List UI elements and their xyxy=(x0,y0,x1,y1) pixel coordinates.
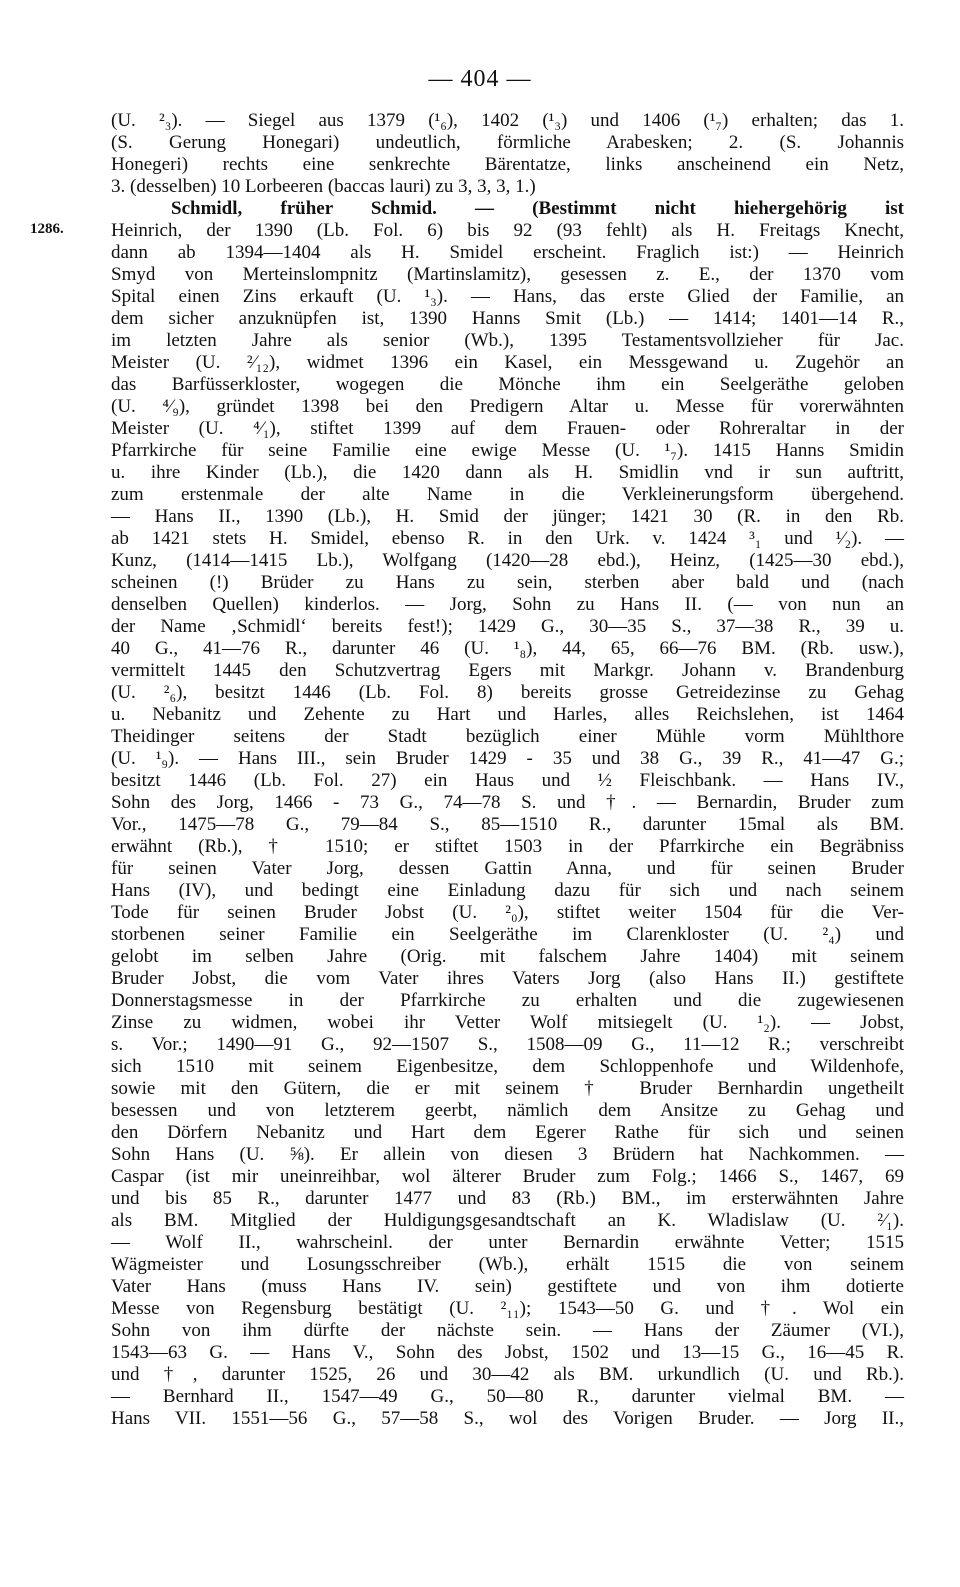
entry-heading-line: Schmidl, früher Schmid. — (Bestimmt nicht hiehergehörig ist xyxy=(171,198,904,219)
text-line: Pfarrkirche für seine Familie eine ewige Messe (U. ¹₇). 1415 Hanns Smidin xyxy=(111,440,904,461)
text-line: scheinen (!) Brüder zu Hans zu sein, sterben aber bald und (nach xyxy=(111,572,904,593)
text-line: im letzten Jahre als senior (Wb.), 1395 Testamentsvollzieher für Jac. xyxy=(111,330,904,351)
text-line: — Hans II., 1390 (Lb.), H. Smid der jünger; 1421 30 (R. in den Rb. xyxy=(111,506,904,527)
text-line: Sohn Hans (U. ⅝). Er allein von diesen 3 Brüdern hat Nachkommen. — xyxy=(111,1144,904,1165)
text-line: 1543—63 G. — Hans V., Sohn des Jobst, 1502 und 13—15 G., 16—45 R. xyxy=(111,1342,904,1363)
text-line: Hans (IV), und bedingt eine Einladung dazu für sich und nach seinem xyxy=(111,880,904,901)
text-line: zum erstenmale der alte Name in die Verkleinerungsform übergehend. xyxy=(111,484,904,505)
text-line: 40 G., 41—76 R., darunter 46 (U. ¹₈), 44, 65, 66—76 BM. (Rb. usw.), xyxy=(111,638,904,659)
text-line: Tode für seinen Bruder Jobst (U. ²₀), stiftet weiter 1504 für die Ver- xyxy=(111,902,904,923)
text-line: Honegeri) rechts eine senkrechte Bärentatze, links anscheinend ein Netz, xyxy=(111,154,904,175)
margin-entry-number: 1286. xyxy=(30,221,64,237)
text-line: den Dörfern Nebanitz und Hart dem Egerer Rathe für sich und seinen xyxy=(111,1122,904,1143)
text-line: Theidinger seitens der Stadt bezüglich einer Mühle vorm Mühlthore xyxy=(111,726,904,747)
text-line: Messe von Regensburg bestätigt (U. ²₁₁); 1543—50 G. und †. Wol ein xyxy=(111,1298,904,1319)
text-line: besessen und von letzterem geerbt, nämlich dem Ansitze zu Gehag und xyxy=(111,1100,904,1121)
text-line: erwähnt (Rb.), † 1510; er stiftet 1503 in der Pfarrkirche ein Begräbniss xyxy=(111,836,904,857)
text-line: Donnerstagsmesse in der Pfarrkirche zu erhalten und die zugewiesenen xyxy=(111,990,904,1011)
text-line: (U. ²₃). — Siegel aus 1379 (¹₆), 1402 (¹₃) und 1406 (¹₇) erhalten; das 1. xyxy=(111,110,904,131)
text-line: u. Nebanitz und Zehente zu Hart und Harles, alles Reichslehen, ist 1464 xyxy=(111,704,904,725)
text-line: Caspar (ist mir uneinreihbar, wol älterer Bruder zum Folg.; 1466 S., 1467, 69 xyxy=(111,1166,904,1187)
text-line: Spital einen Zins erkauft (U. ¹₃). — Hans, das erste Glied der Familie, an xyxy=(111,286,904,307)
text-line: — Wolf II., wahrscheinl. der unter Bernardin erwähnte Vetter; 1515 xyxy=(111,1232,904,1253)
text-line: dem sicher anzuknüpfen ist, 1390 Hanns Smit (Lb.) — 1414; 1401—14 R., xyxy=(111,308,904,329)
text-line: besitzt 1446 (Lb. Fol. 27) ein Haus und ½ Fleischbank. — Hans IV., xyxy=(111,770,904,791)
text-line: gelobt im selben Jahre (Orig. mit falschem Jahre 1404) mit seinem xyxy=(111,946,904,967)
text-line: und bis 85 R., darunter 1477 und 83 (Rb.) BM., im ersterwähnten Jahre xyxy=(111,1188,904,1209)
text-line: Vor., 1475—78 G., 79—84 S., 85—1510 R., darunter 15mal als BM. xyxy=(111,814,904,835)
text-line: der Name ‚Schmidl‘ bereits fest!); 1429 G., 30—35 S., 37—38 R., 39 u. xyxy=(111,616,904,637)
text-line: u. ihre Kinder (Lb.), die 1420 dann als H. Smidlin vnd ir sun auftritt, xyxy=(111,462,904,483)
text-line: Wägmeister und Losungsschreiber (Wb.), erhält 1515 die von seinem xyxy=(111,1254,904,1275)
text-line: (U. ²₆), besitzt 1446 (Lb. Fol. 8) bereits grosse Getreidezinse zu Gehag xyxy=(111,682,904,703)
text-line: Kunz, (1414—1415 Lb.), Wolfgang (1420—28 ebd.), Heinz, (1425—30 ebd.), xyxy=(111,550,904,571)
text-line: Sohn von ihm dürfte der nächste sein. — Hans der Zäumer (VI.), xyxy=(111,1320,904,1341)
body-text xyxy=(111,110,904,1430)
text-line: (U. ¹₉). — Hans III., sein Bruder 1429 - 35 und 38 G., 39 R., 41—47 G.; xyxy=(111,748,904,769)
text-line: (S. Gerung Honegari) undeutlich, förmliche Arabesken; 2. (S. Johannis xyxy=(111,132,904,153)
text-line: das Barfüsserkloster, wogegen die Mönche ihm ein Seelgeräthe geloben xyxy=(111,374,904,395)
text-line: Bruder Jobst, die vom Vater ihres Vaters Jorg (also Hans II.) gestiftete xyxy=(111,968,904,989)
text-line: denselben Quellen) kinderlos. — Jorg, Sohn zu Hans II. (— von nun an xyxy=(111,594,904,615)
text-line: vermittelt 1445 den Schutzvertrag Egers mit Markgr. Johann v. Brandenburg xyxy=(111,660,904,681)
text-line: für seinen Vater Jorg, dessen Gattin Anna, und für seinen Bruder xyxy=(111,858,904,879)
text-line: Vater Hans (muss Hans IV. sein) gestiftete und von ihm dotierte xyxy=(111,1276,904,1297)
text-line: Hans VII. 1551—56 G., 57—58 S., wol des Vorigen Bruder. — Jorg II., xyxy=(111,1408,904,1429)
text-line: ab 1421 stets H. Smidel, ebenso R. in den Urk. v. 1424 ³₁ und ¹⁄₂). — xyxy=(111,528,904,549)
text-line: Smyd von Merteinslompnitz (Martinslamitz), gesessen z. E., der 1370 vom xyxy=(111,264,904,285)
text-line: s. Vor.; 1490—91 G., 92—1507 S., 1508—09 G., 11—12 R.; verschreibt xyxy=(111,1034,904,1055)
text-line: Sohn des Jorg, 1466 - 73 G., 74—78 S. und †. — Bernardin, Bruder zum xyxy=(111,792,904,813)
text-line: — Bernhard II., 1547—49 G., 50—80 R., darunter vielmal BM. — xyxy=(111,1386,904,1407)
text-line: als BM. Mitglied der Huldigungsgesandtschaft an K. Wladislaw (U. ²⁄₁). xyxy=(111,1210,904,1231)
text-line: storbenen seiner Familie ein Seelgeräthe im Clarenkloster (U. ²₄) und xyxy=(111,924,904,945)
text-line: Heinrich, der 1390 (Lb. Fol. 6) bis 92 (93 fehlt) als H. Freitags Knecht, xyxy=(111,220,904,241)
text-line: dann ab 1394—1404 als H. Smidel erscheint. Fraglich ist:) — Heinrich xyxy=(111,242,904,263)
text-line: (U. ⁴⁄₉), gründet 1398 bei den Predigern Altar u. Messe für vorerwähnten xyxy=(111,396,904,417)
text-line: sich 1510 mit seinem Eigenbesitze, dem Schloppenhofe und Wildenhofe, xyxy=(111,1056,904,1077)
text-line: Zinse zu widmen, wobei ihr Vetter Wolf mitsiegelt (U. ¹₂). — Jobst, xyxy=(111,1012,904,1033)
page-number: — 404 — xyxy=(428,66,532,92)
text-line: sowie mit den Gütern, die er mit seinem † Bruder Bernhardin ungetheilt xyxy=(111,1078,904,1099)
text-line: und †, darunter 1525, 26 und 30—42 als BM. urkundlich (U. und Rb.). xyxy=(111,1364,904,1385)
text-line: Meister (U. ²⁄₁₂), widmet 1396 ein Kasel, ein Messgewand u. Zugehör an xyxy=(111,352,904,373)
text-line: 3. (desselben) 10 Lorbeeren (baccas lauri) zu 3, 3, 3, 1.) xyxy=(111,176,536,197)
text-line: Meister (U. ⁴⁄₁), stiftet 1399 auf dem Frauen- oder Rohreraltar in der xyxy=(111,418,904,439)
